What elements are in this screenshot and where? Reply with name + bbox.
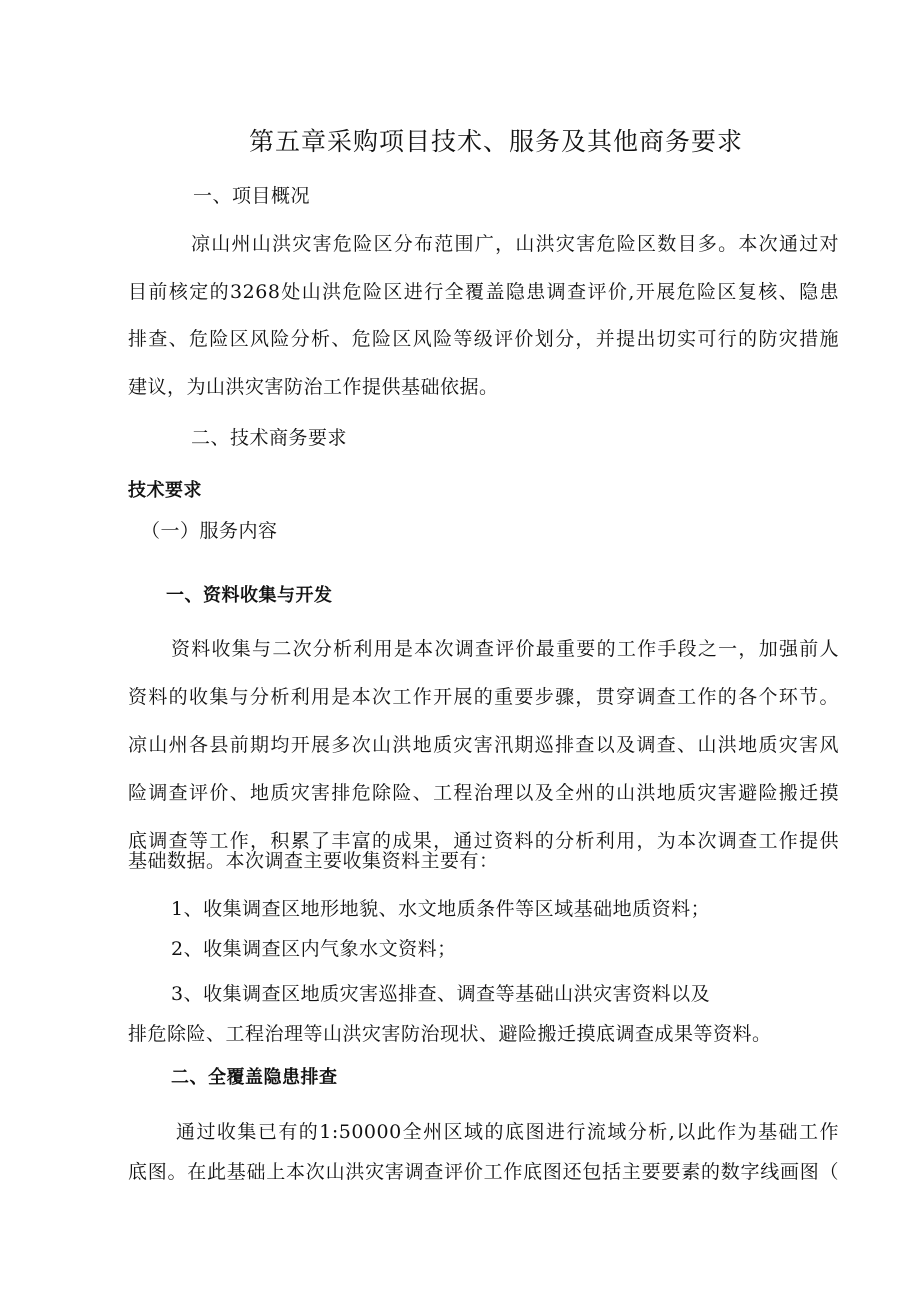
list-item: 2、收集调查区内气象水文资料；	[171, 938, 457, 960]
list-item: 排危除险、工程治理等山洪灾害防治现状、避险搬迁摸底调查成果等资料。	[128, 1023, 772, 1045]
hazard-screening-line: 通过收集已有的1:50000全州区域的底图进行流域分析,以此作为基础工作	[176, 1121, 839, 1143]
overview-line: 凉山州山洪灾害危险区分布范围广，山洪灾害危险区数目多。本次通过对	[191, 233, 839, 255]
data-collection-line: 底调查等工作，积累了丰富的成果，通过资料的分析利用，为本次调查工作提供	[128, 830, 839, 852]
data-collection-line: 资料收集与二次分析利用是本次调查评价最重要的工作手段之一，加强前人	[171, 638, 839, 660]
chapter-title: 第五章采购项目技术、服务及其他商务要求	[249, 127, 744, 156]
section-heading-overview: 一、项目概况	[193, 185, 311, 207]
data-collection-line: 资料的收集与分析利用是本次工作开展的重要步骤，贯穿调查工作的各个环节。	[128, 686, 839, 708]
overview-line: 目前核定的3268处山洪危险区进行全覆盖隐患调查评价,开展危险区复核、隐患	[128, 281, 839, 303]
overview-line: 建议，为山洪灾害防治工作提供基础依据。	[128, 376, 499, 398]
overview-line: 排查、危险区风险分析、危险区风险等级评价划分，并提出切实可行的防灾措施	[128, 328, 839, 350]
section-heading-requirements: 二、技术商务要求	[191, 427, 348, 449]
data-collection-line: 凉山州各县前期均开展多次山洪地质灾害汛期巡排查以及调查、山洪地质灾害风	[128, 734, 839, 756]
list-item: 3、收集调查区地质灾害巡排查、调查等基础山洪灾害资料以及	[171, 983, 711, 1005]
list-item: 1、收集调查区地形地貌、水文地质条件等区域基础地质资料；	[171, 898, 711, 920]
service-content-heading: （一）服务内容	[141, 520, 278, 542]
data-collection-line: 基础数据。本次调查主要收集资料主要有：	[128, 850, 499, 872]
data-collection-heading: 一、资料收集与开发	[166, 585, 333, 606]
tech-requirements-heading: 技术要求	[128, 480, 202, 501]
hazard-screening-heading: 二、全覆盖隐患排查	[171, 1067, 338, 1088]
hazard-screening-line: 底图。在此基础上本次山洪灾害调查评价工作底图还包括主要要素的数字线画图（	[128, 1161, 839, 1183]
data-collection-line: 险调查评价、地质灾害排危除险、工程治理以及全州的山洪地质灾害避险搬迁摸	[128, 782, 839, 804]
